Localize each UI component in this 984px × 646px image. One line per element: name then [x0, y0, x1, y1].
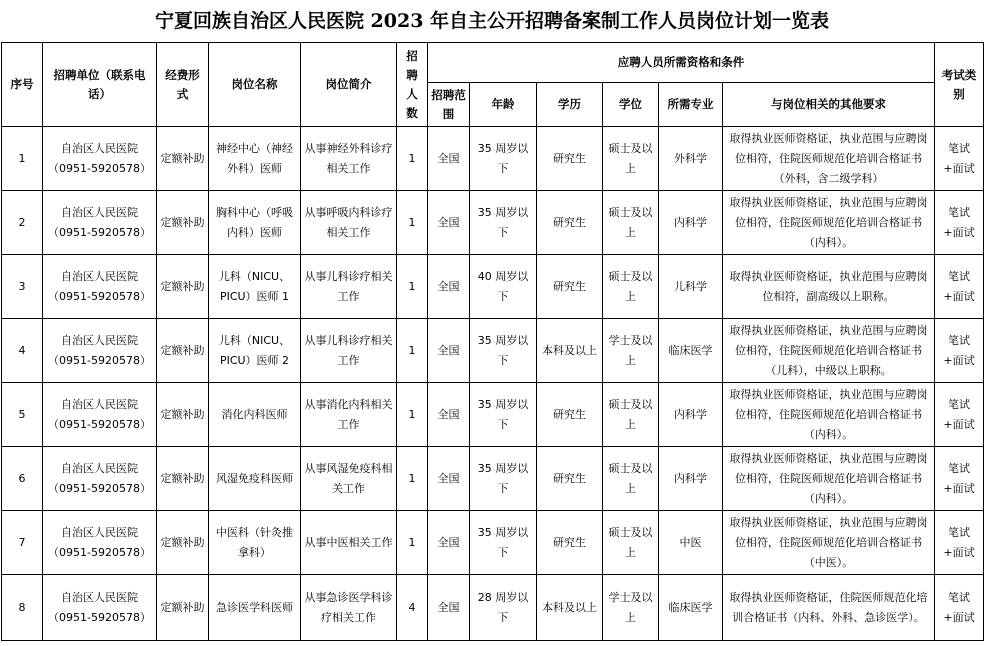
cell-funding: 定额补助: [157, 319, 209, 383]
cell-major: 内科学: [659, 191, 723, 255]
cell-count: 1: [397, 447, 428, 511]
cell-other: 取得执业医师资格证，执业范围与应聘岗位相符，副高级以上职称。: [723, 255, 935, 319]
header-count: 招聘人数: [397, 43, 428, 127]
header-position: 岗位名称: [209, 43, 301, 127]
header-major: 所需专业: [659, 83, 723, 127]
cell-unit: [43, 191, 157, 255]
cell-exam: 笔试+面试: [935, 383, 984, 447]
unit-phone: （0951-5920578）: [48, 289, 151, 303]
cell-unit: [43, 255, 157, 319]
cell-age: 35 周岁以下: [470, 127, 537, 191]
unit-phone: （0951-5920578）: [48, 481, 151, 495]
cell-funding: 定额补助: [157, 383, 209, 447]
header-seq: 序号: [2, 43, 43, 127]
table-row: [2, 575, 984, 641]
cell-scope: 全国: [428, 191, 470, 255]
cell-count: 1: [397, 255, 428, 319]
cell-degree: 硕士及以上: [603, 383, 659, 447]
header-degree: 学位: [603, 83, 659, 127]
cell-major: 内科学: [659, 383, 723, 447]
cell-major: 中医: [659, 511, 723, 575]
unit-phone: （0951-5920578）: [48, 353, 151, 367]
cell-scope: 全国: [428, 255, 470, 319]
cell-unit: [43, 383, 157, 447]
cell-unit: [43, 127, 157, 191]
cell-exam: 笔试+面试: [935, 447, 984, 511]
header-intro: 岗位简介: [301, 43, 397, 127]
cell-degree: 硕士及以上: [603, 255, 659, 319]
unit-name: 自治区人民医院: [61, 333, 138, 347]
cell-unit: [43, 575, 157, 641]
cell-exam: 笔试+面试: [935, 511, 984, 575]
cell-exam: 笔试+面试: [935, 127, 984, 191]
cell-age: 35 周岁以下: [470, 511, 537, 575]
cell-seq: 2: [2, 191, 43, 255]
cell-unit: [43, 511, 157, 575]
cell-funding: 定额补助: [157, 255, 209, 319]
cell-seq: 8: [2, 575, 43, 641]
cell-scope: 全国: [428, 575, 470, 641]
cell-major: 外科学: [659, 127, 723, 191]
cell-age: 35 周岁以下: [470, 319, 537, 383]
cell-education: 研究生: [537, 191, 603, 255]
unit-phone: （0951-5920578）: [48, 610, 151, 624]
cell-age: 35 周岁以下: [470, 191, 537, 255]
cell-degree: 学士及以上: [603, 575, 659, 641]
cell-exam: 笔试+面试: [935, 575, 984, 641]
table-row: [2, 319, 984, 383]
cell-education: 研究生: [537, 255, 603, 319]
header-unit: 招聘单位（联系电话）: [43, 43, 157, 127]
cell-education: 研究生: [537, 447, 603, 511]
cell-seq: 3: [2, 255, 43, 319]
unit-name: 自治区人民医院: [61, 461, 138, 475]
cell-intro: 从事消化内科相关工作: [301, 383, 397, 447]
cell-intro: 从事呼吸内科诊疗相关工作: [301, 191, 397, 255]
cell-position: 消化内科医师: [209, 383, 301, 447]
cell-seq: 7: [2, 511, 43, 575]
table-row: [2, 191, 984, 255]
cell-education: 本科及以上: [537, 575, 603, 641]
cell-position: 急诊医学科医师: [209, 575, 301, 641]
cell-intro: 从事儿科诊疗相关工作: [301, 255, 397, 319]
cell-exam: 笔试+面试: [935, 255, 984, 319]
cell-other: 取得执业医师资格证，执业范围与应聘岗位相符，住院医师规范化培训合格证书（内科）。: [723, 383, 935, 447]
cell-other: 取得执业医师资格证，执业范围与应聘岗位相符，住院医师规范化培训合格证书（儿科），中级以上职称。: [723, 319, 935, 383]
header-exam: 考试类别: [935, 43, 984, 127]
cell-other: 取得执业医师资格证，执业范围与应聘岗位相符，住院医师规范化培训合格证书（外科，含二级学科）: [723, 127, 935, 191]
cell-funding: 定额补助: [157, 191, 209, 255]
unit-name: 自治区人民医院: [61, 205, 138, 219]
cell-count: 4: [397, 575, 428, 641]
cell-major: 儿科学: [659, 255, 723, 319]
cell-degree: 硕士及以上: [603, 191, 659, 255]
cell-degree: 学士及以上: [603, 319, 659, 383]
cell-scope: 全国: [428, 383, 470, 447]
cell-other: 取得执业医师资格证，住院医师规范化培训合格证书（内科、外科、急诊医学）。: [723, 575, 935, 641]
cell-degree: 硕士及以上: [603, 511, 659, 575]
cell-degree: 硕士及以上: [603, 447, 659, 511]
cell-count: 1: [397, 191, 428, 255]
cell-position: 风湿免疫科医师: [209, 447, 301, 511]
cell-education: 研究生: [537, 511, 603, 575]
cell-seq: 4: [2, 319, 43, 383]
unit-name: 自治区人民医院: [61, 525, 138, 539]
unit-phone: （0951-5920578）: [48, 225, 151, 239]
cell-education: 本科及以上: [537, 319, 603, 383]
cell-position: 儿科（NICU、PICU）医师 1: [209, 255, 301, 319]
cell-education: 研究生: [537, 383, 603, 447]
cell-intro: 从事中医相关工作: [301, 511, 397, 575]
header-funding: 经费形式: [157, 43, 209, 127]
cell-unit: [43, 319, 157, 383]
table-row: [2, 447, 984, 511]
cell-exam: 笔试+面试: [935, 319, 984, 383]
unit-name: 自治区人民医院: [61, 590, 138, 604]
cell-other: 取得执业医师资格证，执业范围与应聘岗位相符，住院医师规范化培训合格证书（中医）。: [723, 511, 935, 575]
unit-name: 自治区人民医院: [61, 269, 138, 283]
cell-education: 研究生: [537, 127, 603, 191]
unit-phone: （0951-5920578）: [48, 161, 151, 175]
cell-funding: 定额补助: [157, 575, 209, 641]
unit-name: 自治区人民医院: [61, 397, 138, 411]
cell-funding: 定额补助: [157, 127, 209, 191]
header-scope: 招聘范围: [428, 83, 470, 127]
header-education: 学历: [537, 83, 603, 127]
recruitment-table: [1, 42, 984, 641]
cell-position: 儿科（NICU、PICU）医师 2: [209, 319, 301, 383]
cell-other: 取得执业医师资格证，执业范围与应聘岗位相符，住院医师规范化培训合格证书（内科）。: [723, 447, 935, 511]
cell-intro: 从事风湿免疫科相关工作: [301, 447, 397, 511]
cell-intro: 从事急诊医学科诊疗相关工作: [301, 575, 397, 641]
table-row: [2, 127, 984, 191]
cell-count: 1: [397, 319, 428, 383]
table-row: [2, 255, 984, 319]
cell-scope: 全国: [428, 127, 470, 191]
cell-major: 临床医学: [659, 575, 723, 641]
cell-age: 40 周岁以下: [470, 255, 537, 319]
cell-position: 神经中心（神经外科）医师: [209, 127, 301, 191]
cell-age: 28 周岁以下: [470, 575, 537, 641]
cell-age: 35 周岁以下: [470, 447, 537, 511]
header-other: 与岗位相关的其他要求: [723, 83, 935, 127]
cell-major: 内科学: [659, 447, 723, 511]
cell-seq: 5: [2, 383, 43, 447]
cell-scope: 全国: [428, 319, 470, 383]
cell-exam: 笔试+面试: [935, 191, 984, 255]
cell-intro: 从事神经外科诊疗相关工作: [301, 127, 397, 191]
table-row: [2, 511, 984, 575]
unit-phone: （0951-5920578）: [48, 417, 151, 431]
cell-position: 胸科中心（呼吸内科）医师: [209, 191, 301, 255]
cell-funding: 定额补助: [157, 511, 209, 575]
cell-seq: 1: [2, 127, 43, 191]
cell-age: 35 周岁以下: [470, 383, 537, 447]
cell-unit: [43, 447, 157, 511]
cell-degree: 硕士及以上: [603, 127, 659, 191]
cell-major: 临床医学: [659, 319, 723, 383]
cell-other: 取得执业医师资格证，执业范围与应聘岗位相符，住院医师规范化培训合格证书（内科）。: [723, 191, 935, 255]
cell-count: 1: [397, 511, 428, 575]
header-qualifications: 应聘人员所需资格和条件: [428, 43, 935, 83]
cell-seq: 6: [2, 447, 43, 511]
page-title: 宁夏回族自治区人民医院 2023 年自主公开招聘备案制工作人员岗位计划一览表: [154, 10, 830, 32]
cell-count: 1: [397, 383, 428, 447]
cell-count: 1: [397, 127, 428, 191]
header-age: 年龄: [470, 83, 537, 127]
cell-scope: 全国: [428, 511, 470, 575]
table-row: [2, 383, 984, 447]
cell-scope: 全国: [428, 447, 470, 511]
unit-name: 自治区人民医院: [61, 141, 138, 155]
cell-funding: 定额补助: [157, 447, 209, 511]
cell-position: 中医科（针灸推拿科）: [209, 511, 301, 575]
unit-phone: （0951-5920578）: [48, 545, 151, 559]
cell-intro: 从事儿科诊疗相关工作: [301, 319, 397, 383]
